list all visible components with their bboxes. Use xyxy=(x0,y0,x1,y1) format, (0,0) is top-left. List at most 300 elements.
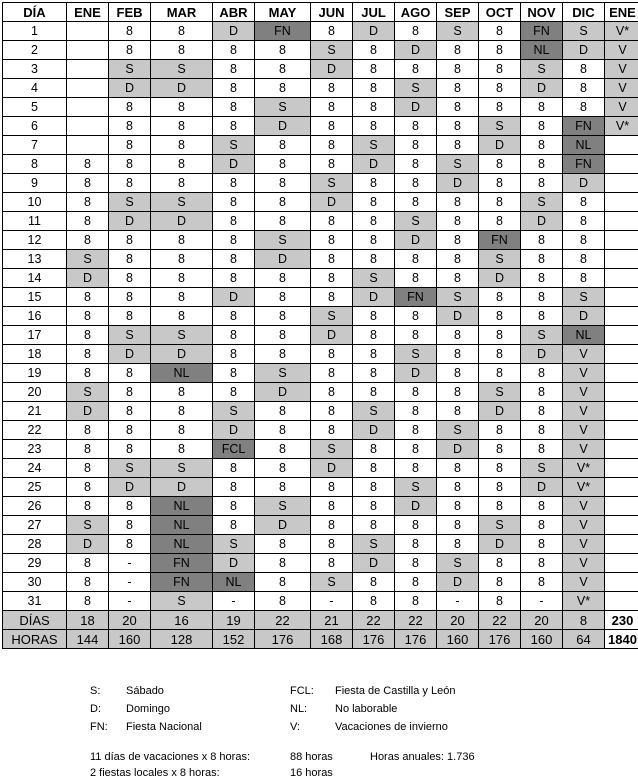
day-cell: 8 xyxy=(395,535,437,554)
day-cell: 8 xyxy=(353,117,395,136)
day-cell xyxy=(605,174,638,193)
day-cell: S xyxy=(109,459,151,478)
day-cell: S xyxy=(479,117,521,136)
horas-value: 176 xyxy=(255,630,311,649)
day-cell: - xyxy=(109,573,151,592)
day-cell: 8 xyxy=(479,174,521,193)
day-cell: 8 xyxy=(213,193,255,212)
day-number: 5 xyxy=(3,98,67,117)
dias-value: 22 xyxy=(353,611,395,630)
day-cell: D xyxy=(521,79,563,98)
day-cell: 8 xyxy=(521,402,563,421)
day-cell: 8 xyxy=(151,231,213,250)
day-cell: S xyxy=(521,60,563,79)
day-cell: 8 xyxy=(479,326,521,345)
table-row xyxy=(3,402,638,421)
day-cell: 8 xyxy=(311,497,353,516)
day-cell: 8 xyxy=(395,250,437,269)
day-cell: 8 xyxy=(255,326,311,345)
day-number: 27 xyxy=(3,516,67,535)
day-cell xyxy=(605,307,638,326)
day-cell: D xyxy=(479,136,521,155)
day-cell: 8 xyxy=(479,212,521,231)
day-cell: S xyxy=(109,326,151,345)
day-cell: S xyxy=(437,288,479,307)
day-cell: S xyxy=(311,440,353,459)
day-number: 15 xyxy=(3,288,67,307)
dias-total: 230 xyxy=(605,611,638,630)
horas-value: 152 xyxy=(213,630,255,649)
day-cell: D xyxy=(213,155,255,174)
legend-code-s: S: xyxy=(90,685,101,697)
day-cell: 8 xyxy=(255,592,311,611)
day-cell: S xyxy=(437,421,479,440)
day-cell: D xyxy=(479,402,521,421)
day-cell: 8 xyxy=(109,250,151,269)
day-cell: S xyxy=(255,364,311,383)
legend-code-v: V: xyxy=(290,721,300,733)
day-cell xyxy=(605,136,638,155)
day-cell: FN xyxy=(521,22,563,41)
day-cell: S xyxy=(311,307,353,326)
day-cell: NL xyxy=(521,41,563,60)
day-cell: 8 xyxy=(521,98,563,117)
horas-value: 176 xyxy=(479,630,521,649)
day-cell: S xyxy=(67,250,109,269)
month-header: DIC xyxy=(563,3,605,22)
table-row xyxy=(3,288,638,307)
day-cell: S xyxy=(311,573,353,592)
day-cell: 8 xyxy=(395,459,437,478)
day-number: 4 xyxy=(3,79,67,98)
day-cell: S xyxy=(563,288,605,307)
day-cell: 8 xyxy=(353,193,395,212)
day-cell: 8 xyxy=(311,22,353,41)
table-row xyxy=(3,98,638,117)
day-cell: FN xyxy=(563,117,605,136)
day-cell: FCL xyxy=(213,440,255,459)
legend-code-fcl: FCL: xyxy=(290,685,314,697)
day-number: 17 xyxy=(3,326,67,345)
day-cell: 8 xyxy=(67,459,109,478)
day-cell: 8 xyxy=(479,421,521,440)
day-cell: 8 xyxy=(255,402,311,421)
day-cell: 8 xyxy=(521,136,563,155)
day-cell: D xyxy=(395,231,437,250)
day-cell: 8 xyxy=(437,383,479,402)
day-cell: 8 xyxy=(213,326,255,345)
day-cell: D xyxy=(395,364,437,383)
day-cell: 8 xyxy=(255,440,311,459)
day-cell: 8 xyxy=(109,155,151,174)
header-row xyxy=(3,3,638,22)
day-number: 21 xyxy=(3,402,67,421)
day-cell: 8 xyxy=(311,478,353,497)
day-cell: 8 xyxy=(521,421,563,440)
day-cell: 8 xyxy=(255,345,311,364)
day-cell: 8 xyxy=(109,497,151,516)
day-cell: 8 xyxy=(353,592,395,611)
day-cell xyxy=(605,269,638,288)
day-cell xyxy=(605,345,638,364)
day-cell: 8 xyxy=(437,402,479,421)
day-cell xyxy=(605,421,638,440)
day-cell xyxy=(605,459,638,478)
day-cell: D xyxy=(67,535,109,554)
day-cell: 8 xyxy=(213,383,255,402)
day-number: 26 xyxy=(3,497,67,516)
day-cell: D xyxy=(311,459,353,478)
day-cell: 8 xyxy=(437,79,479,98)
day-cell: 8 xyxy=(311,364,353,383)
table-row xyxy=(3,250,638,269)
day-cell: 8 xyxy=(67,497,109,516)
day-cell: 8 xyxy=(437,98,479,117)
day-cell xyxy=(605,440,638,459)
day-cell: 8 xyxy=(395,136,437,155)
day-cell: 8 xyxy=(255,478,311,497)
day-cell xyxy=(605,516,638,535)
day-cell: 8 xyxy=(109,98,151,117)
day-cell xyxy=(67,22,109,41)
day-cell: S xyxy=(255,497,311,516)
day-cell: NL xyxy=(563,136,605,155)
day-cell: 8 xyxy=(151,307,213,326)
month-header: AGO xyxy=(395,3,437,22)
day-cell: V xyxy=(563,402,605,421)
day-cell: 8 xyxy=(521,364,563,383)
day-cell: 8 xyxy=(479,592,521,611)
day-cell: 8 xyxy=(109,440,151,459)
day-cell: FN xyxy=(563,155,605,174)
work-calendar-table xyxy=(2,2,638,649)
day-cell: 8 xyxy=(213,60,255,79)
day-cell xyxy=(605,250,638,269)
day-cell: 8 xyxy=(521,573,563,592)
day-cell: 8 xyxy=(437,345,479,364)
day-cell: 8 xyxy=(353,79,395,98)
table-row xyxy=(3,421,638,440)
month-header: JUL xyxy=(353,3,395,22)
month-header: ABR xyxy=(213,3,255,22)
day-cell: 8 xyxy=(109,307,151,326)
horas-value: 160 xyxy=(109,630,151,649)
day-cell: S xyxy=(437,155,479,174)
day-cell: 8 xyxy=(67,421,109,440)
day-cell: 8 xyxy=(109,402,151,421)
day-cell: V xyxy=(605,60,638,79)
day-cell: 8 xyxy=(151,117,213,136)
horas-value: 128 xyxy=(151,630,213,649)
day-cell: 8 xyxy=(521,269,563,288)
dias-row xyxy=(3,611,638,630)
day-cell xyxy=(67,98,109,117)
day-cell: 8 xyxy=(437,497,479,516)
day-cell: D xyxy=(521,478,563,497)
day-cell: - xyxy=(109,592,151,611)
day-cell: D xyxy=(479,535,521,554)
day-cell: D xyxy=(67,269,109,288)
day-cell: - xyxy=(521,592,563,611)
day-cell xyxy=(67,60,109,79)
table-row xyxy=(3,383,638,402)
day-cell: 8 xyxy=(521,383,563,402)
legend-code-fn: FN: xyxy=(90,721,108,733)
day-cell: D xyxy=(437,440,479,459)
day-cell: V xyxy=(563,497,605,516)
day-number: 12 xyxy=(3,231,67,250)
day-cell: FN xyxy=(395,288,437,307)
note-annual-hours: Horas anuales: 1.736 xyxy=(370,751,475,763)
table-row xyxy=(3,592,638,611)
day-cell: D xyxy=(151,79,213,98)
day-cell: S xyxy=(353,402,395,421)
day-number: 14 xyxy=(3,269,67,288)
day-cell: NL xyxy=(563,326,605,345)
day-cell: S xyxy=(521,326,563,345)
table-row xyxy=(3,307,638,326)
day-cell xyxy=(605,478,638,497)
day-cell: 8 xyxy=(395,592,437,611)
day-cell: S xyxy=(563,22,605,41)
dias-value: 20 xyxy=(437,611,479,630)
day-cell: 8 xyxy=(353,60,395,79)
day-cell: 8 xyxy=(395,516,437,535)
day-cell: NL xyxy=(151,497,213,516)
day-cell: 8 xyxy=(437,41,479,60)
day-cell: S xyxy=(151,592,213,611)
dias-value: 8 xyxy=(563,611,605,630)
day-cell: 8 xyxy=(109,288,151,307)
table-row xyxy=(3,193,638,212)
day-cell: 8 xyxy=(109,174,151,193)
day-number: 7 xyxy=(3,136,67,155)
day-cell: FN xyxy=(479,231,521,250)
day-cell: 8 xyxy=(521,516,563,535)
day-cell: 8 xyxy=(437,231,479,250)
day-cell: 8 xyxy=(395,193,437,212)
day-cell: - xyxy=(213,592,255,611)
day-cell: D xyxy=(109,212,151,231)
day-cell: 8 xyxy=(437,478,479,497)
day-cell: 8 xyxy=(151,136,213,155)
day-cell: V xyxy=(563,516,605,535)
day-cell: 8 xyxy=(479,345,521,364)
day-cell: 8 xyxy=(563,231,605,250)
day-cell: 8 xyxy=(311,345,353,364)
day-cell: D xyxy=(353,155,395,174)
day-cell: 8 xyxy=(67,364,109,383)
day-cell: 8 xyxy=(151,269,213,288)
day-cell: V xyxy=(605,98,638,117)
day-cell: 8 xyxy=(395,22,437,41)
day-cell: NL xyxy=(151,364,213,383)
day-cell: 8 xyxy=(437,193,479,212)
day-cell: 8 xyxy=(213,269,255,288)
day-cell: 8 xyxy=(353,250,395,269)
day-cell: 8 xyxy=(109,269,151,288)
horas-label: HORAS xyxy=(3,630,67,649)
day-cell: NL xyxy=(151,516,213,535)
day-cell: 8 xyxy=(213,478,255,497)
table-row xyxy=(3,212,638,231)
day-cell: D xyxy=(437,307,479,326)
day-cell: 8 xyxy=(353,174,395,193)
day-cell: 8 xyxy=(563,60,605,79)
day-cell: 8 xyxy=(255,136,311,155)
day-cell: 8 xyxy=(353,440,395,459)
day-cell: 8 xyxy=(213,98,255,117)
day-number: 9 xyxy=(3,174,67,193)
day-cell: 8 xyxy=(67,478,109,497)
table-row xyxy=(3,231,638,250)
day-cell: 8 xyxy=(437,459,479,478)
day-cell: 8 xyxy=(437,516,479,535)
day-cell: 8 xyxy=(311,288,353,307)
day-cell: V xyxy=(563,535,605,554)
day-cell: 8 xyxy=(437,60,479,79)
dias-value: 16 xyxy=(151,611,213,630)
day-header: DÍA xyxy=(3,3,67,22)
day-cell: 8 xyxy=(479,98,521,117)
day-cell: 8 xyxy=(479,60,521,79)
day-cell: S xyxy=(521,459,563,478)
month-header: FEB xyxy=(109,3,151,22)
day-cell: D xyxy=(563,174,605,193)
day-cell: FN xyxy=(151,554,213,573)
day-cell xyxy=(605,402,638,421)
day-cell: 8 xyxy=(563,79,605,98)
day-cell: 8 xyxy=(151,155,213,174)
day-cell: 8 xyxy=(437,117,479,136)
day-cell: 8 xyxy=(353,459,395,478)
day-cell: 8 xyxy=(479,193,521,212)
day-cell: 8 xyxy=(255,288,311,307)
day-cell: 8 xyxy=(151,440,213,459)
table-row xyxy=(3,269,638,288)
day-cell: V* xyxy=(563,478,605,497)
day-number: 29 xyxy=(3,554,67,573)
day-cell: D xyxy=(151,478,213,497)
day-cell: D xyxy=(437,573,479,592)
day-cell: V xyxy=(563,554,605,573)
day-cell: 8 xyxy=(521,554,563,573)
day-cell: D xyxy=(109,79,151,98)
table-row xyxy=(3,459,638,478)
day-cell: 8 xyxy=(353,231,395,250)
day-cell: 8 xyxy=(395,174,437,193)
day-cell: 8 xyxy=(67,440,109,459)
day-cell: 8 xyxy=(109,231,151,250)
day-cell: S xyxy=(353,269,395,288)
day-cell: 8 xyxy=(395,269,437,288)
day-cell: D xyxy=(353,554,395,573)
day-cell: 8 xyxy=(67,212,109,231)
legend-text-s: Sábado xyxy=(126,685,164,697)
note-local-value: 16 horas xyxy=(290,767,333,779)
day-cell: 8 xyxy=(255,554,311,573)
day-cell: D xyxy=(353,22,395,41)
note-vacation-value: 88 horas xyxy=(290,751,333,763)
note-vacation-label: 11 días de vacaciones x 8 horas: xyxy=(90,751,251,763)
day-cell: S xyxy=(311,41,353,60)
day-number: 3 xyxy=(3,60,67,79)
day-cell: 8 xyxy=(479,22,521,41)
day-number: 28 xyxy=(3,535,67,554)
day-number: 2 xyxy=(3,41,67,60)
day-cell: 8 xyxy=(67,592,109,611)
day-cell: 8 xyxy=(213,174,255,193)
day-cell: 8 xyxy=(353,345,395,364)
day-cell: 8 xyxy=(109,383,151,402)
day-cell: V* xyxy=(563,459,605,478)
day-cell: 8 xyxy=(213,364,255,383)
day-cell xyxy=(605,212,638,231)
day-cell: 8 xyxy=(353,212,395,231)
day-number: 1 xyxy=(3,22,67,41)
day-cell: 8 xyxy=(521,155,563,174)
day-cell: 8 xyxy=(437,212,479,231)
day-cell: 8 xyxy=(395,421,437,440)
day-number: 16 xyxy=(3,307,67,326)
day-cell: D xyxy=(479,269,521,288)
day-cell: 8 xyxy=(255,193,311,212)
day-cell: 8 xyxy=(311,383,353,402)
table-row xyxy=(3,155,638,174)
day-cell: - xyxy=(437,592,479,611)
day-cell: 8 xyxy=(109,421,151,440)
day-cell: 8 xyxy=(353,516,395,535)
day-cell xyxy=(605,364,638,383)
day-cell: S xyxy=(395,345,437,364)
table-row xyxy=(3,573,638,592)
day-cell: 8 xyxy=(479,364,521,383)
day-cell: 8 xyxy=(151,402,213,421)
day-cell: D xyxy=(395,497,437,516)
legend-text-v: Vacaciones de invierno xyxy=(335,721,448,733)
day-cell: D xyxy=(311,193,353,212)
day-cell: V xyxy=(563,345,605,364)
day-cell: 8 xyxy=(67,231,109,250)
day-cell: 8 xyxy=(67,174,109,193)
day-cell: D xyxy=(353,421,395,440)
day-cell xyxy=(605,592,638,611)
day-cell: 8 xyxy=(395,440,437,459)
day-cell: D xyxy=(395,98,437,117)
day-cell: D xyxy=(67,402,109,421)
day-cell: V xyxy=(605,41,638,60)
day-cell: 8 xyxy=(213,231,255,250)
day-cell: S xyxy=(353,136,395,155)
day-cell: NL xyxy=(151,535,213,554)
day-cell: 8 xyxy=(395,402,437,421)
day-cell xyxy=(605,383,638,402)
day-cell: V xyxy=(605,79,638,98)
day-number: 20 xyxy=(3,383,67,402)
day-cell: 8 xyxy=(151,288,213,307)
day-cell: 8 xyxy=(395,573,437,592)
day-cell xyxy=(605,155,638,174)
day-cell xyxy=(605,535,638,554)
table-row xyxy=(3,326,638,345)
day-cell: 8 xyxy=(255,212,311,231)
table-row xyxy=(3,364,638,383)
day-cell: S xyxy=(109,193,151,212)
day-cell: 8 xyxy=(213,516,255,535)
day-cell: V* xyxy=(563,592,605,611)
day-cell: S xyxy=(395,478,437,497)
legend-code-d: D: xyxy=(90,703,101,715)
